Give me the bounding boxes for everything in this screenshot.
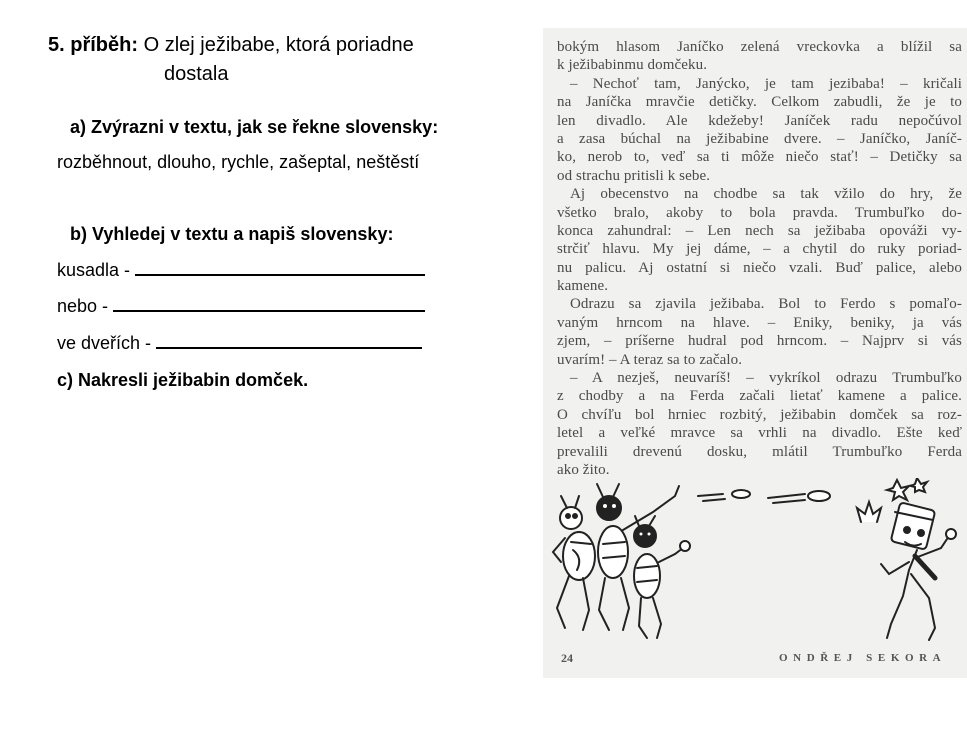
answer-blank-ve-dverich[interactable] (156, 333, 422, 349)
story-heading (48, 34, 414, 57)
book-text-line: vaným hrncom na hlave. – Eniky, beniky, ja vás (557, 314, 962, 331)
book-text-line: letel a veľké mravce sa vrhli na divadlo. Ešte keď (557, 425, 962, 442)
book-text-line: Odrazu sa zjavila ježibaba. Bol to Ferdo s pomaľo- (570, 296, 962, 313)
book-text-line: – A nezješ, neuvaríš! – vykríkol odrazu Trumbuľko (570, 370, 962, 387)
book-text-line: a zasa búchal na ježibabine dvere. – Janíčko, Janíč- (557, 130, 962, 147)
page-number: 24 (561, 651, 573, 665)
answer-blank-kusadla[interactable] (135, 260, 425, 276)
answer-blank-nebo[interactable] (113, 296, 425, 312)
book-text-line: nu palicu. Aj ostatní si niečo vzali. Buď palice, alebo (557, 259, 962, 276)
fill-item-ve-dverich (57, 333, 422, 354)
book-text-line: ko, nerob to, veď sa ti môže niečo stať! – Detičky sa (557, 149, 962, 166)
book-text-line: všetko bralo, akoby to bola pravda. Trumbuľko do- (557, 204, 962, 221)
story-number: 5. příběh: (48, 34, 139, 56)
task-b-instruction: b) Vyhledej v textu a napiš slovensky: (70, 224, 394, 244)
book-text (557, 38, 962, 479)
word-list: rozběhnout, dlouho, rychle, zašeptal, neštěstí (57, 152, 420, 172)
ant-group-icon (553, 484, 690, 638)
book-text-line: konca zahundral: – Len nech sa ježibaba opováži vy- (557, 222, 962, 239)
book-text-line: bokým hlasom Janíčko zelená vreckovka a blížil sa (557, 39, 962, 55)
book-text-line: k ježibabinmu domčeku. (557, 57, 708, 74)
story-title-line1: O zlej ježibabe, ktorá poriadne (143, 34, 414, 56)
book-text-line: O chvíľu bol hrniec rozbitý, ježibabin domček sa roz- (557, 406, 962, 423)
book-text-line: prevalili drevenú dosku, mlátil Trumbuľko Ferda (557, 443, 962, 460)
fill-item-nebo (57, 296, 425, 317)
ants-illustration (543, 478, 967, 648)
flying-stones-icon (698, 490, 830, 503)
book-text-line: – Nechoť tam, Janýcko, je tam jezibaba! – kričali (570, 75, 962, 92)
book-text-line: ako žito. (557, 461, 610, 478)
book-text-line: strčiť hlavu. My jej dáme, – a chytil do ruky poriad- (557, 241, 962, 258)
book-author: ONDŘEJ SEKORA (779, 652, 947, 664)
book-text-line: len divadlo. Ale kdežeby! Janíček radu nepočúvol (557, 112, 962, 129)
book-text-line: kamene. (557, 278, 609, 295)
task-a-instruction: a) Zvýrazni v textu, jak se řekne slovensky: (70, 117, 439, 137)
fill-label: ve dveřích - (57, 333, 152, 353)
book-text-line: uvarím! – A teraz sa to začalo. (557, 351, 743, 368)
ferdo-ant-icon (857, 478, 956, 640)
book-text-line: z chodby a na Ferda začali lietať kamene a palice. (557, 388, 962, 405)
book-text-line: zjem, – príšerne hudral pod hrncom. – Najprv si vás (557, 333, 962, 350)
task-c-instruction: c) Nakresli ježibabin domček. (57, 370, 309, 390)
fill-item-kusadla (57, 260, 425, 281)
story-title-line2: dostala (164, 63, 229, 85)
fill-label: nebo - (57, 296, 109, 316)
book-page-scan (543, 28, 967, 678)
book-text-line: na Janíčka mravčie detičky. Celkom zabudli, že je to (557, 94, 962, 111)
fill-label: kusadla - (57, 260, 131, 280)
book-text-line: Aj obecenstvo na chodbe sa tak vžilo do hry, že (570, 186, 962, 203)
book-text-line: od strachu pritisli k sebe. (557, 167, 711, 184)
